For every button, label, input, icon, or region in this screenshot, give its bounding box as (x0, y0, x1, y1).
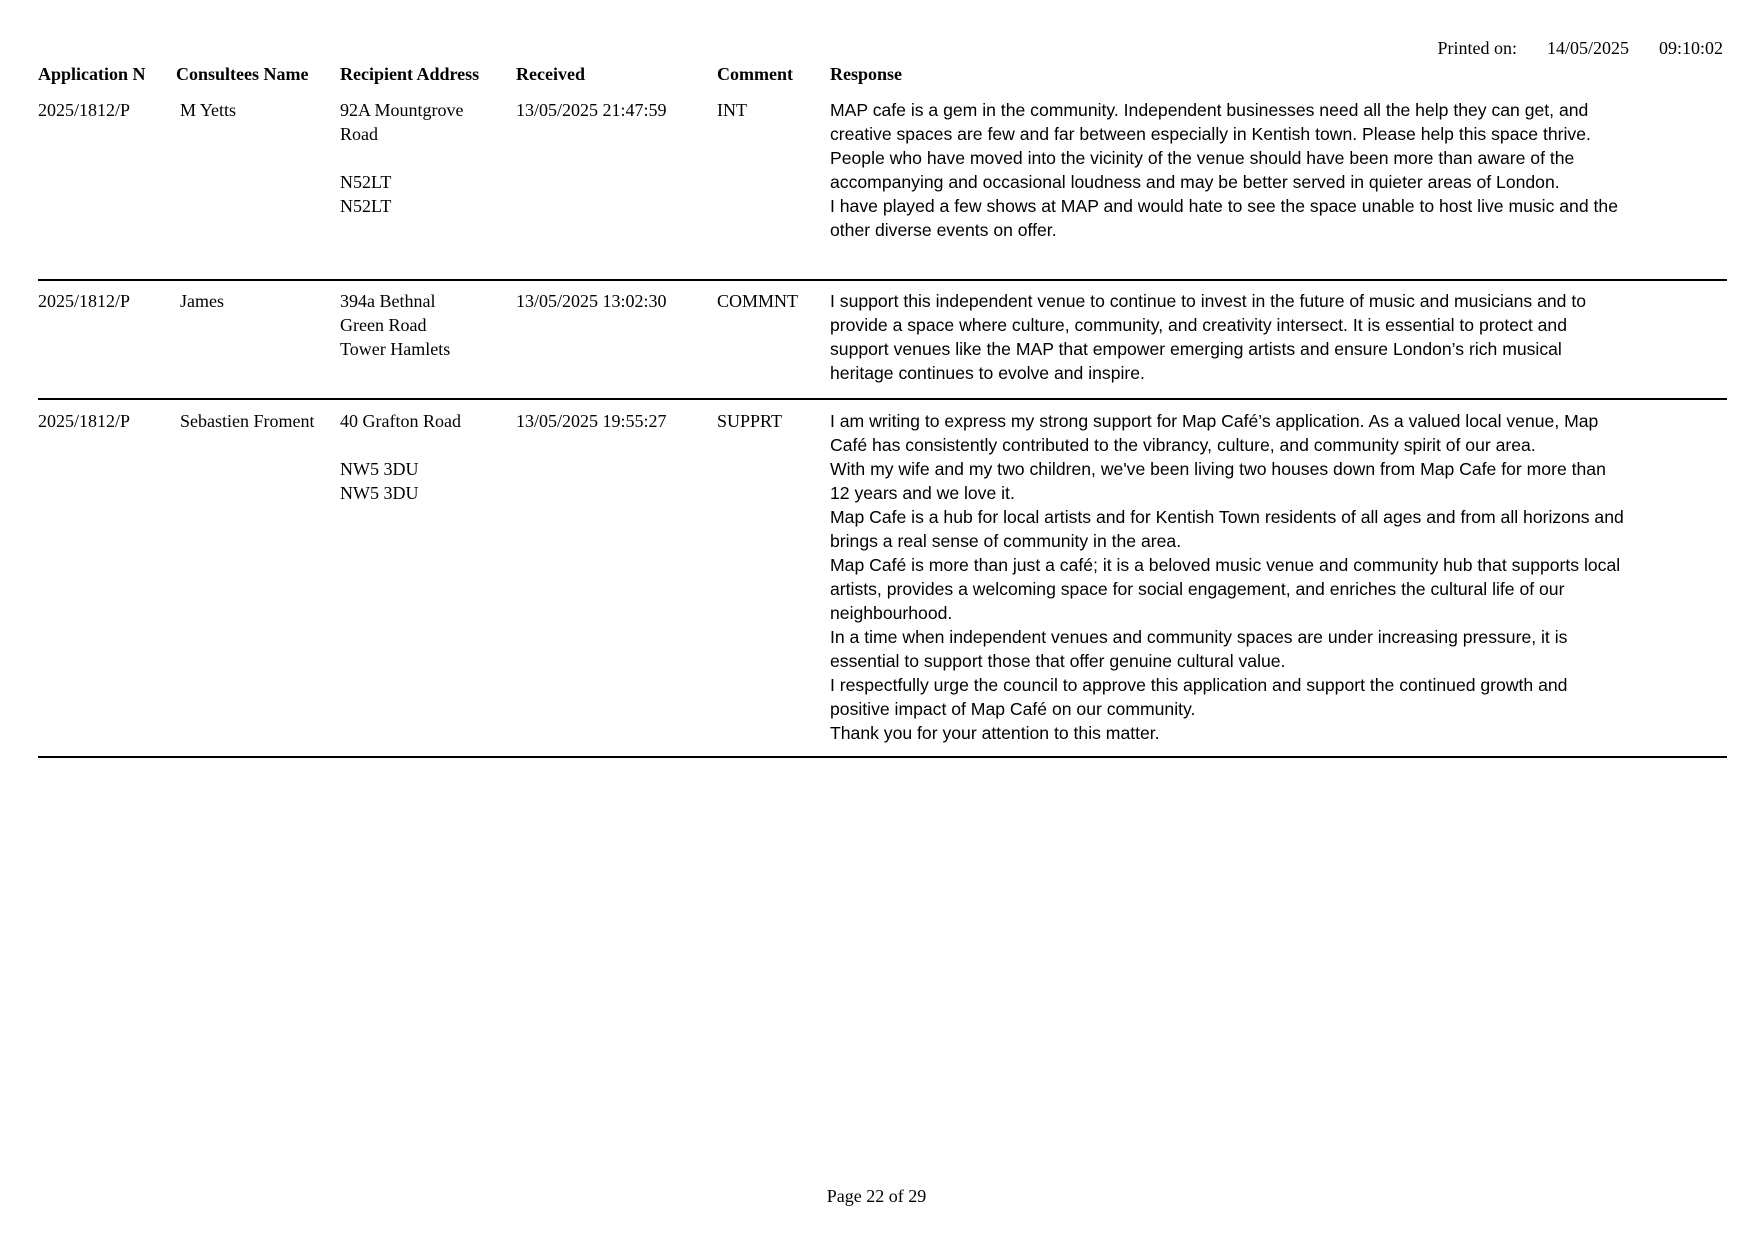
comment-type: SUPPRT (717, 411, 782, 431)
address-line: 394a Bethnal (340, 291, 436, 311)
address-line: 40 Grafton Road (340, 411, 461, 431)
response-text (830, 98, 1630, 242)
response-paragraph: I am writing to express my strong support for Map Café’s application. As a valued local venue, Map Café has consistently contributed to the vibrancy, culture, and community spirit of our area. (830, 411, 1599, 455)
row-divider (38, 279, 1727, 281)
row-divider (38, 398, 1727, 400)
page-number: Page 22 of 29 (826, 1186, 927, 1206)
response-paragraph: I support this independent venue to continue to invest in the future of music and musicians and to provide a space where culture, community, and creativity intersect. It is essential to protect and support venues like the MAP that empower emerging artists and ensure London’s rich musical heritage continues to evolve and inspire. (830, 291, 1587, 383)
header-received: Received (516, 64, 585, 84)
header-comment: Comment (717, 64, 793, 84)
address-line: Road (340, 124, 378, 144)
comment-type: COMMNT (717, 291, 799, 311)
response-paragraph: I have played a few shows at MAP and would hate to see the space unable to host live music and the other diverse events on offer. (830, 196, 1618, 240)
address-line: N52LT (340, 196, 392, 216)
response-paragraph: Thank you for your attention to this matter. (830, 723, 1160, 743)
recipient-address (340, 289, 450, 361)
comment-type: INT (717, 100, 747, 120)
response-text (830, 409, 1630, 745)
address-line: 92A Mountgrove (340, 100, 464, 120)
consultee-name: Sebastien Froment (180, 411, 315, 431)
response-paragraph: Map Café is more than just a café; it is a beloved music venue and community hub that supports local artists, provides a welcoming space for social engagement, and enriches the cultural life of our neighbourhood. (830, 555, 1621, 623)
address-line: Tower Hamlets (340, 339, 451, 359)
printed-date: 14/05/2025 (1546, 38, 1629, 58)
address-line: N52LT (340, 172, 392, 192)
application-number: 2025/1812/P (38, 411, 131, 431)
response-paragraph: With my wife and my two children, we've been living two houses down from Map Cafe for more than 12 years and we love it. (830, 459, 1606, 503)
application-number: 2025/1812/P (38, 291, 131, 311)
response-paragraph: I respectfully urge the council to approve this application and support the continued growth and positive impact of Map Café on our community. (830, 675, 1568, 719)
row-divider (38, 756, 1727, 758)
recipient-address (340, 98, 464, 218)
response-text (830, 289, 1630, 385)
response-paragraph: MAP cafe is a gem in the community. Independent businesses need all the help they can get, and creative spaces are few and far between especially in Kentish town. Please help this space thrive. (830, 100, 1591, 144)
recipient-address (340, 409, 461, 505)
table-header (0, 64, 1753, 88)
header-consultee: Consultees Name (176, 64, 309, 84)
consultee-name: James (180, 291, 224, 311)
header-application: Application N (38, 64, 146, 84)
address-line: Green Road (340, 315, 427, 335)
response-paragraph: Map Cafe is a hub for local artists and for Kentish Town residents of all ages and from all horizons and brings a real sense of community in the area. (830, 507, 1624, 551)
response-paragraph: In a time when independent venues and community spaces are under increasing pressure, it is essential to support those that offer genuine cultural value. (830, 627, 1568, 671)
consultee-name: M Yetts (180, 100, 237, 120)
received-datetime: 13/05/2025 21:47:59 (516, 100, 667, 120)
address-line: NW5 3DU (340, 459, 419, 479)
header-address: Recipient Address (340, 64, 480, 84)
printed-time: 09:10:02 (1658, 38, 1723, 58)
received-datetime: 13/05/2025 19:55:27 (516, 411, 667, 431)
application-number: 2025/1812/P (38, 100, 131, 120)
printed-label: Printed on: (1437, 38, 1517, 58)
header-response: Response (830, 64, 903, 84)
address-line: NW5 3DU (340, 483, 419, 503)
response-paragraph: People who have moved into the vicinity of the venue should have been more than aware of the accompanying and occasional loudness and may be better served in quieter areas of London. (830, 148, 1575, 192)
print-info (1437, 38, 1723, 59)
received-datetime: 13/05/2025 13:02:30 (516, 291, 667, 311)
